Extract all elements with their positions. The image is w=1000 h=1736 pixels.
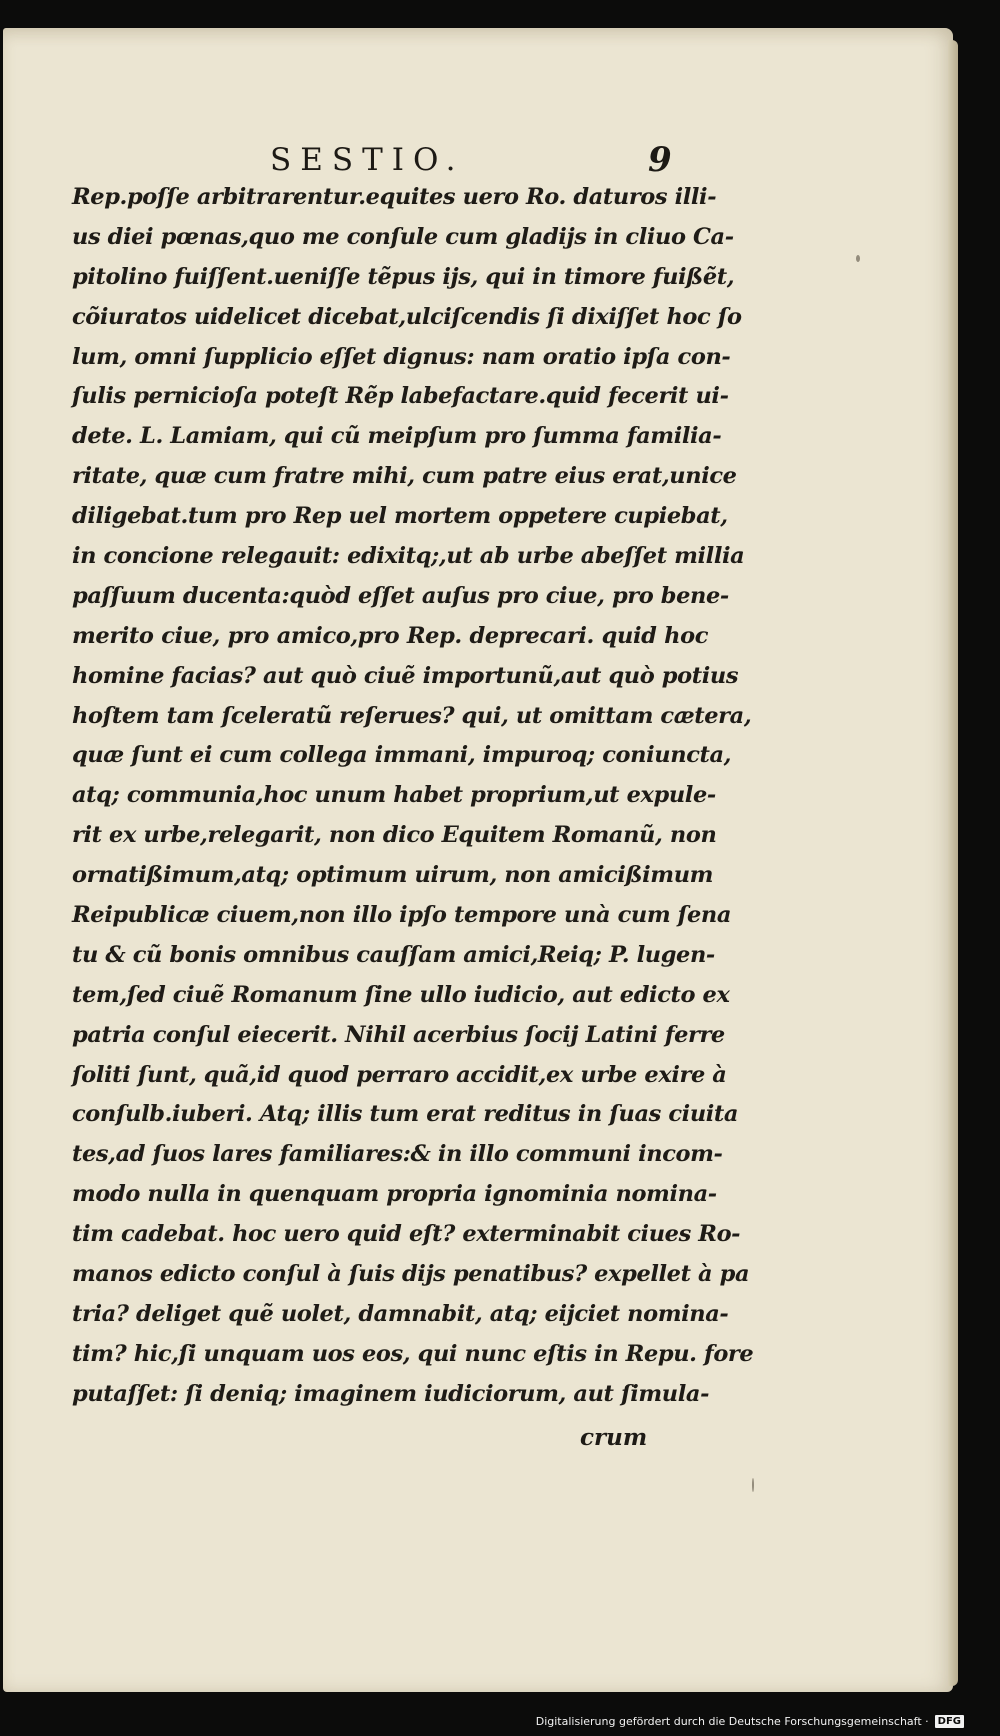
text-line: ſulis pernicioſa poteſt Rẽp labefactare.quid fecerit ui- xyxy=(72,383,729,410)
ink-speck xyxy=(856,255,860,262)
dfg-logo: DFG xyxy=(935,1715,964,1728)
digitization-footer xyxy=(536,1715,964,1728)
text-line: modo nulla in quenquam propria ignominia nomina- xyxy=(72,1181,717,1208)
text-line: lum, omni ſupplicio eſſet dignus: nam oratio ipſa con- xyxy=(72,343,731,370)
text-line: Rep.poſſe arbitrarentur.equites uero Ro. daturos illi- xyxy=(72,184,717,210)
text-line: homine facias? aut quò ciuẽ importunũ,aut quò potius xyxy=(72,662,739,689)
text-line: conſulb.iuberi. Atq; illis tum erat reditus in ſuas ciuita xyxy=(72,1101,739,1128)
text-line: tim? hic,ſi unquam uos eos, qui nunc eſtis in Repu. fore xyxy=(72,1340,754,1367)
header-title: SESTIO. xyxy=(270,142,465,178)
text-line: tes,ad ſuos lares familiares:& in illo communi incom- xyxy=(72,1141,723,1168)
text-line: patria conſul eiecerit. Nihil acerbius ſocij Latini ferre xyxy=(72,1021,725,1048)
text-line: ſoliti ſunt, quã,id quod perraro accidit,ex urbe exire à xyxy=(72,1061,727,1088)
text-line: us diei pœnas,quo me conſule cum gladijs in cliuo Ca- xyxy=(72,223,734,250)
text-line: ritate, quæ cum fratre mihi, cum patre eius erat,unice xyxy=(72,463,737,490)
page-edge xyxy=(948,40,958,1686)
text-line: tim cadebat. hoc uero quid eſt? exterminabit ciues Ro- xyxy=(72,1221,741,1248)
text-line: atq; communia,hoc unum habet proprium,ut expule- xyxy=(72,782,716,809)
text-line: quæ ſunt ei cum collega immani, impuroq; coniuncta, xyxy=(72,742,732,769)
text-line: manos edicto conſul à ſuis dijs penatibus? expellet à pa xyxy=(72,1261,750,1288)
text-line: tria? deliget quẽ uolet, damnabit, atq; eijciet nomina- xyxy=(72,1300,729,1327)
text-line: paſſuum ducenta:quòd eſſet auſus pro ciue, pro bene- xyxy=(72,582,729,609)
text-line: hoſtem tam ſceleratũ reſerues? qui, ut omittam cætera, xyxy=(72,702,752,729)
text-line: pitolino fuiſſent.ueniſſe tẽpus ijs, qui in timore fuißẽt, xyxy=(72,263,735,290)
text-line: diligebat.tum pro Rep uel mortem oppetere cupiebat, xyxy=(72,503,728,530)
text-line: rit ex urbe,relegarit, non dico Equitem Romanũ, non xyxy=(72,822,717,849)
text-line: in concione relegauit: edixitq;,ut ab urbe abeſſet millia xyxy=(72,543,745,570)
footer-credit: Digitalisierung gefördert durch die Deutsche Forschungsgemeinschaft · xyxy=(535,1715,929,1728)
text-line: tem,ſed ciuẽ Romanum ſine ullo iudicio, aut edicto ex xyxy=(72,981,730,1008)
catchword: crum xyxy=(580,1424,648,1451)
text-line: dete. L. Lamiam, qui cũ meipſum pro ſumma familia- xyxy=(72,423,722,450)
text-line: ornatißimum,atq; optimum uirum, non amicißimum xyxy=(72,862,714,889)
text-line: putaſſet: ſi deniq; imaginem iudiciorum, aut ſimula- xyxy=(72,1380,710,1407)
text-line: Reipublicæ ciuem,non illo ipſo tempore unà cum ſena xyxy=(72,902,731,929)
ink-speck xyxy=(752,1478,754,1492)
text-line: tu & cũ bonis omnibus cauſſam amici,Reiq; P. lugen- xyxy=(72,941,715,968)
text-line: merito ciue, pro amico,pro Rep. deprecari. quid hoc xyxy=(72,622,708,649)
page-number: 9 xyxy=(648,140,672,180)
body-text xyxy=(72,178,754,1415)
text-line: cõiuratos uidelicet dicebat,ulciſcendis ſi dixiſſet hoc ſo xyxy=(72,303,742,330)
